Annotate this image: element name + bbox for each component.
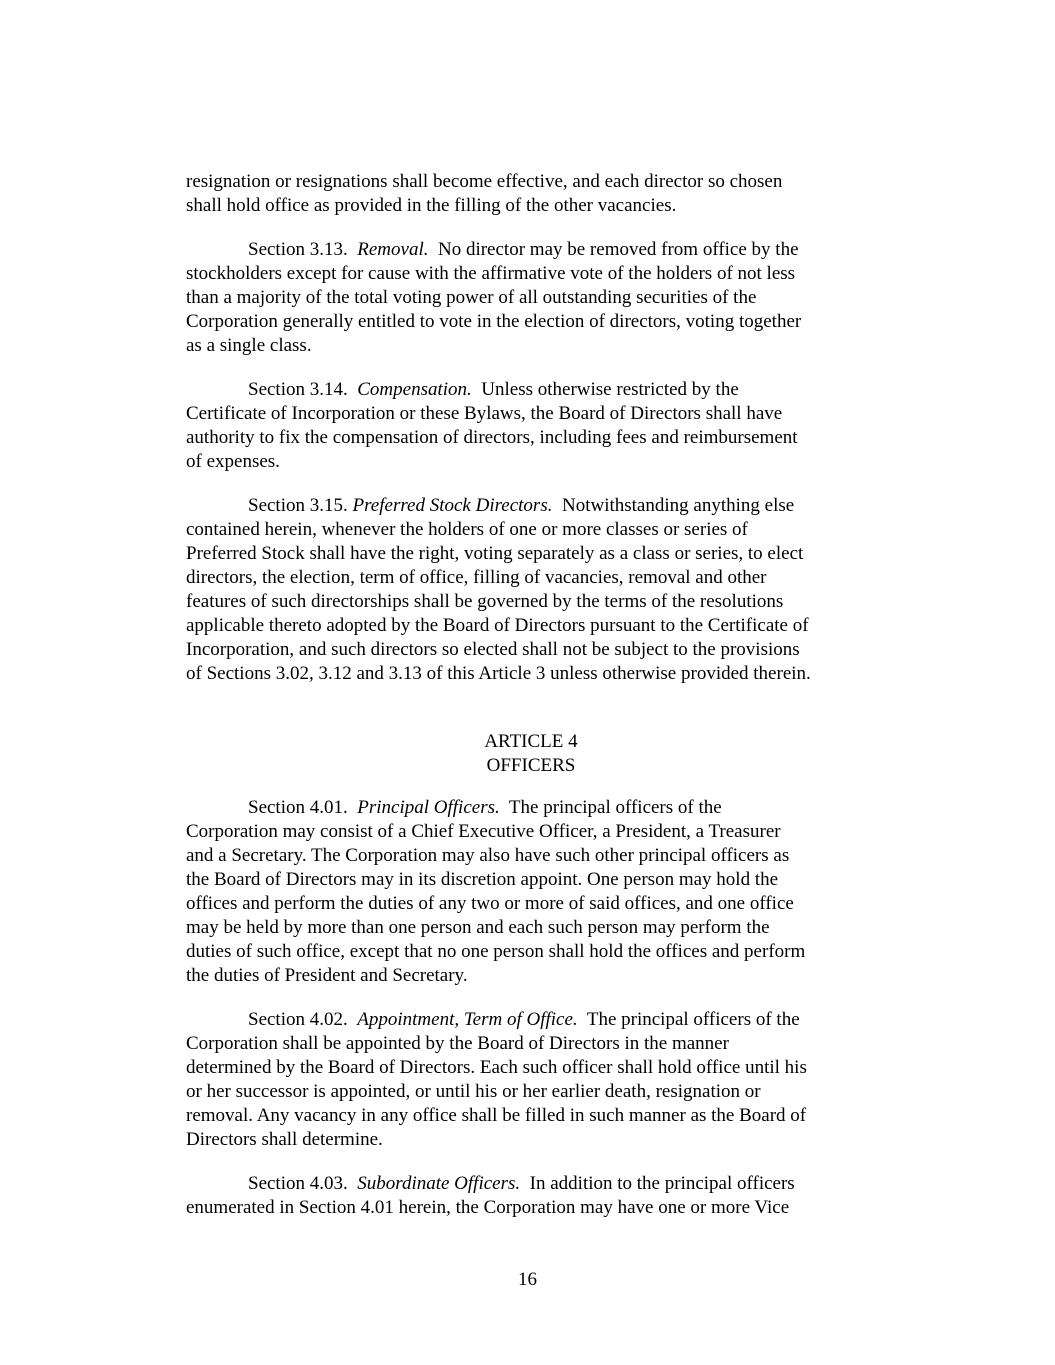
section-4-02 xyxy=(186,1008,876,1152)
section-number: Section 4.01 xyxy=(248,797,343,818)
text-line: the Board of Directors may in its discretion appoint. One person may hold the xyxy=(186,869,779,890)
section-number: Section 3.14 xyxy=(248,379,343,400)
section-first-line: Section 3.14. Compensation. Unless otherwise restricted by the xyxy=(248,379,739,400)
section-first-line: Section 4.03. Subordinate Officers. In addition to the principal officers xyxy=(248,1173,795,1194)
text-line: removal. Any vacancy in any office shall be filled in such manner as the Board of xyxy=(186,1105,807,1126)
section-title: Preferred Stock Directors. xyxy=(352,495,553,516)
text-line: applicable thereto adopted by the Board of Directors pursuant to the Certificate of xyxy=(186,615,809,636)
text-line: Corporation may consist of a Chief Executive Officer, a President, a Treasurer xyxy=(186,821,781,842)
section-3-14 xyxy=(186,378,876,474)
text-line: Directors shall determine. xyxy=(186,1129,383,1150)
text-line: of Sections 3.02, 3.12 and 3.13 of this Article 3 unless otherwise provided therein. xyxy=(186,663,811,684)
text-line: shall hold office as provided in the filling of the other vacancies. xyxy=(186,195,677,216)
section-title: Compensation. xyxy=(357,379,472,400)
section-number: Section 3.15 xyxy=(248,495,343,516)
section-title: Appointment, Term of Office. xyxy=(357,1009,578,1030)
section-number: Section 3.13 xyxy=(248,239,343,260)
text-line: Preferred Stock shall have the right, voting separately as a class or series, to elect xyxy=(186,543,804,564)
section-text: The principal officers of the xyxy=(586,1009,800,1030)
text-line: contained herein, whenever the holders of one or more classes or series of xyxy=(186,519,748,540)
text-line: Certificate of Incorporation or these Bylaws, the Board of Directors shall have xyxy=(186,403,783,424)
section-title: Principal Officers. xyxy=(357,797,500,818)
text-line: enumerated in Section 4.01 herein, the Corporation may have one or more Vice xyxy=(186,1197,790,1218)
text-line: features of such directorships shall be governed by the terms of the resolutions xyxy=(186,591,784,612)
text-line: of expenses. xyxy=(186,451,280,472)
section-text: In addition to the principal officers xyxy=(529,1173,795,1194)
text-line: may be held by more than one person and each such person may perform the xyxy=(186,917,770,938)
section-first-line: Section 4.02. Appointment, Term of Office. The principal officers of the xyxy=(248,1009,800,1030)
section-first-line: Section 3.13. Removal. No director may be removed from office by the xyxy=(248,239,799,260)
section-4-01 xyxy=(186,796,876,988)
text-line: and a Secretary. The Corporation may also have such other principal officers as xyxy=(186,845,790,866)
section-text: Unless otherwise restricted by the xyxy=(481,379,739,400)
text-line: than a majority of the total voting power of all outstanding securities of the xyxy=(186,287,757,308)
text-line: stockholders except for cause with the affirmative vote of the holders of not less xyxy=(186,263,796,284)
text-line: directors, the election, term of office, filling of vacancies, removal and other xyxy=(186,567,767,588)
text-line: resignation or resignations shall become effective, and each director so chosen xyxy=(186,171,783,192)
section-number: Section 4.02 xyxy=(248,1009,343,1030)
document-page xyxy=(186,170,876,1240)
text-line: duties of such office, except that no one person shall hold the offices and perform xyxy=(186,941,806,962)
text-line: determined by the Board of Directors. Each such officer shall hold office until his xyxy=(186,1057,807,1078)
text-line: authority to fix the compensation of directors, including fees and reimbursement xyxy=(186,427,798,448)
article-title: OFFICERS xyxy=(486,755,576,776)
text-line: or her successor is appointed, or until his or her earlier death, resignation or xyxy=(186,1081,761,1102)
section-text: Notwithstanding anything else xyxy=(561,495,795,516)
section-4-03 xyxy=(186,1172,876,1220)
text-line: offices and perform the duties of any two or more of said offices, and one office xyxy=(186,893,794,914)
text-line: Incorporation, and such directors so elected shall not be subject to the provisions xyxy=(186,639,800,660)
page-number: 16 xyxy=(518,1269,537,1290)
section-first-line: Section 4.01. Principal Officers. The principal officers of the xyxy=(248,797,722,818)
section-title: Subordinate Officers. xyxy=(357,1173,521,1194)
section-3-13 xyxy=(186,238,876,358)
section-first-line: Section 3.15. Preferred Stock Directors. Notwithstanding anything else xyxy=(248,495,795,516)
continued-paragraph xyxy=(186,170,876,218)
text-line: the duties of President and Secretary. xyxy=(186,965,468,986)
section-text: The principal officers of the xyxy=(508,797,722,818)
text-line: as a single class. xyxy=(186,335,312,356)
section-title: Removal. xyxy=(357,239,429,260)
section-3-15 xyxy=(186,494,876,686)
text-line: Corporation generally entitled to vote in the election of directors, voting together xyxy=(186,311,802,332)
section-text: No director may be removed from office by the xyxy=(437,239,799,260)
section-number: Section 4.03 xyxy=(248,1173,343,1194)
article-heading xyxy=(186,730,876,778)
text-line: Corporation shall be appointed by the Board of Directors in the manner xyxy=(186,1033,729,1054)
article-number: ARTICLE 4 xyxy=(484,731,578,752)
